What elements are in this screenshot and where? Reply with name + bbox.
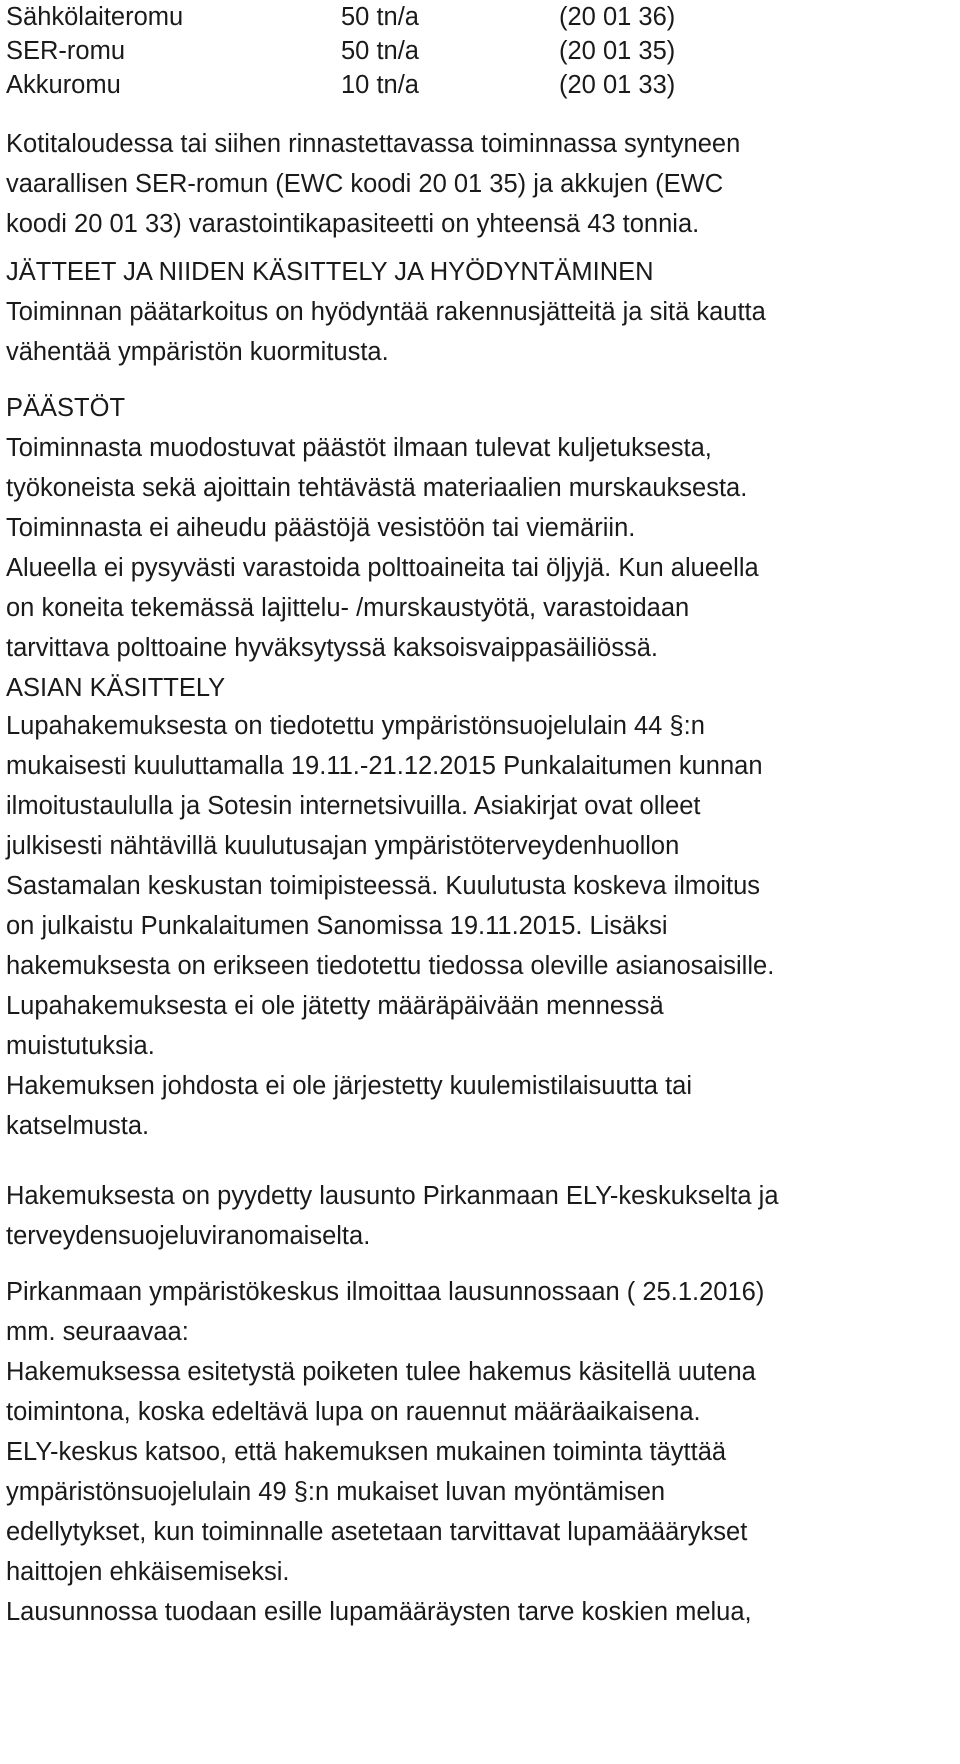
text-line: Toiminnasta muodostuvat päästöt ilmaan tulevat kuljetuksesta, <box>6 434 712 462</box>
waste-section-heading: JÄTTEET JA NIIDEN KÄSITTELY JA HYÖDYNTÄMINEN <box>6 258 654 286</box>
waste-code: (20 01 33) <box>559 71 676 99</box>
waste-name: Akkuromu <box>6 71 121 99</box>
text-line: Toiminnasta ei aiheudu päästöjä vesistöön tai viemäriin. <box>6 514 636 542</box>
text-line: Lausunnossa tuodaan esille lupamääräysten tarve koskien melua, <box>6 1598 752 1626</box>
text-line: julkisesti nähtävillä kuulutusajan ympäristöterveydenhuollon <box>6 832 680 860</box>
waste-quantity: 50 tn/a <box>341 3 419 31</box>
text-line: on julkaistu Punkalaitumen Sanomissa 19.11.2015. Lisäksi <box>6 912 668 940</box>
text-line: Hakemuksen johdosta ei ole järjestetty kuulemistilaisuutta tai <box>6 1072 693 1100</box>
text-line: ilmoitustaululla ja Sotesin internetsivuilla. Asiakirjat ovat olleet <box>6 792 701 820</box>
text-line: ELY-keskus katsoo, että hakemuksen mukainen toiminta täyttää <box>6 1438 727 1466</box>
waste-code: (20 01 35) <box>559 37 676 65</box>
text-line: on koneita tekemässä lajittelu- /murskaustyötä, varastoidaan <box>6 594 690 622</box>
text-line: Sastamalan keskustan toimipisteessä. Kuulutusta koskeva ilmoitus <box>6 872 761 900</box>
waste-name: Sähkölaiteromu <box>6 3 184 31</box>
text-line: toimintona, koska edeltävä lupa on rauennut määräaikaisena. <box>6 1398 701 1426</box>
text-line: koodi 20 01 33) varastointikapasiteetti on yhteensä 43 tonnia. <box>6 210 700 238</box>
text-line: ympäristönsuojelulain 49 §:n mukaiset luvan myöntämisen <box>6 1478 666 1506</box>
text-line: terveydensuojeluviranomaiselta. <box>6 1222 371 1250</box>
processing-section-body <box>6 706 960 1146</box>
text-line: mm. seuraavaa: <box>6 1318 189 1346</box>
storage-paragraph <box>6 124 960 244</box>
text-line: Lupahakemuksesta on tiedotettu ympäristönsuojelulain 44 §:n <box>6 712 705 740</box>
text-line: Alueella ei pysyvästi varastoida polttoaineita tai öljyjä. Kun alueella <box>6 554 759 582</box>
waste-name: SER-romu <box>6 37 126 65</box>
text-line: työkoneista sekä ajoittain tehtävästä materiaalien murskauksesta. <box>6 474 748 502</box>
ely-statement-paragraph <box>6 1272 960 1632</box>
waste-quantity: 50 tn/a <box>341 37 419 65</box>
text-line: edellytykset, kun toiminnalle asetetaan tarvittavat lupamääärykset <box>6 1518 748 1546</box>
emissions-section-body <box>6 428 960 668</box>
text-line: muistutuksia. <box>6 1032 155 1060</box>
waste-section-body <box>6 292 960 372</box>
text-line: Kotitaloudessa tai siihen rinnastettavassa toiminnassa syntyneen <box>6 130 741 158</box>
emissions-section-heading: PÄÄSTÖT <box>6 394 126 422</box>
text-line: Hakemuksesta on pyydetty lausunto Pirkanmaan ELY-keskukselta ja <box>6 1182 779 1210</box>
text-line: katselmusta. <box>6 1112 150 1140</box>
text-line: vaarallisen SER-romun (EWC koodi 20 01 35) ja akkujen (EWC <box>6 170 724 198</box>
waste-quantity: 10 tn/a <box>341 71 419 99</box>
text-line: Pirkanmaan ympäristökeskus ilmoittaa lausunnossaan ( 25.1.2016) <box>6 1278 765 1306</box>
text-line: hakemuksesta on erikseen tiedotettu tiedossa oleville asianosaisille. <box>6 952 775 980</box>
statement-request-paragraph <box>6 1176 960 1256</box>
waste-code: (20 01 36) <box>559 3 676 31</box>
text-line: mukaisesti kuuluttamalla 19.11.-21.12.2015 Punkalaitumen kunnan <box>6 752 763 780</box>
processing-section-heading: ASIAN KÄSITTELY <box>6 674 226 702</box>
text-line: Toiminnan päätarkoitus on hyödyntää rakennusjätteitä ja sitä kautta <box>6 298 766 326</box>
text-line: Hakemuksessa esitetystä poiketen tulee hakemus käsitellä uutena <box>6 1358 756 1386</box>
text-line: vähentää ympäristön kuormitusta. <box>6 338 389 366</box>
text-line: haittojen ehkäisemiseksi. <box>6 1558 290 1586</box>
text-line: tarvittava polttoaine hyväksytyssä kaksoisvaippasäiliössä. <box>6 634 658 662</box>
text-line: Lupahakemuksesta ei ole jätetty määräpäivään mennessä <box>6 992 664 1020</box>
